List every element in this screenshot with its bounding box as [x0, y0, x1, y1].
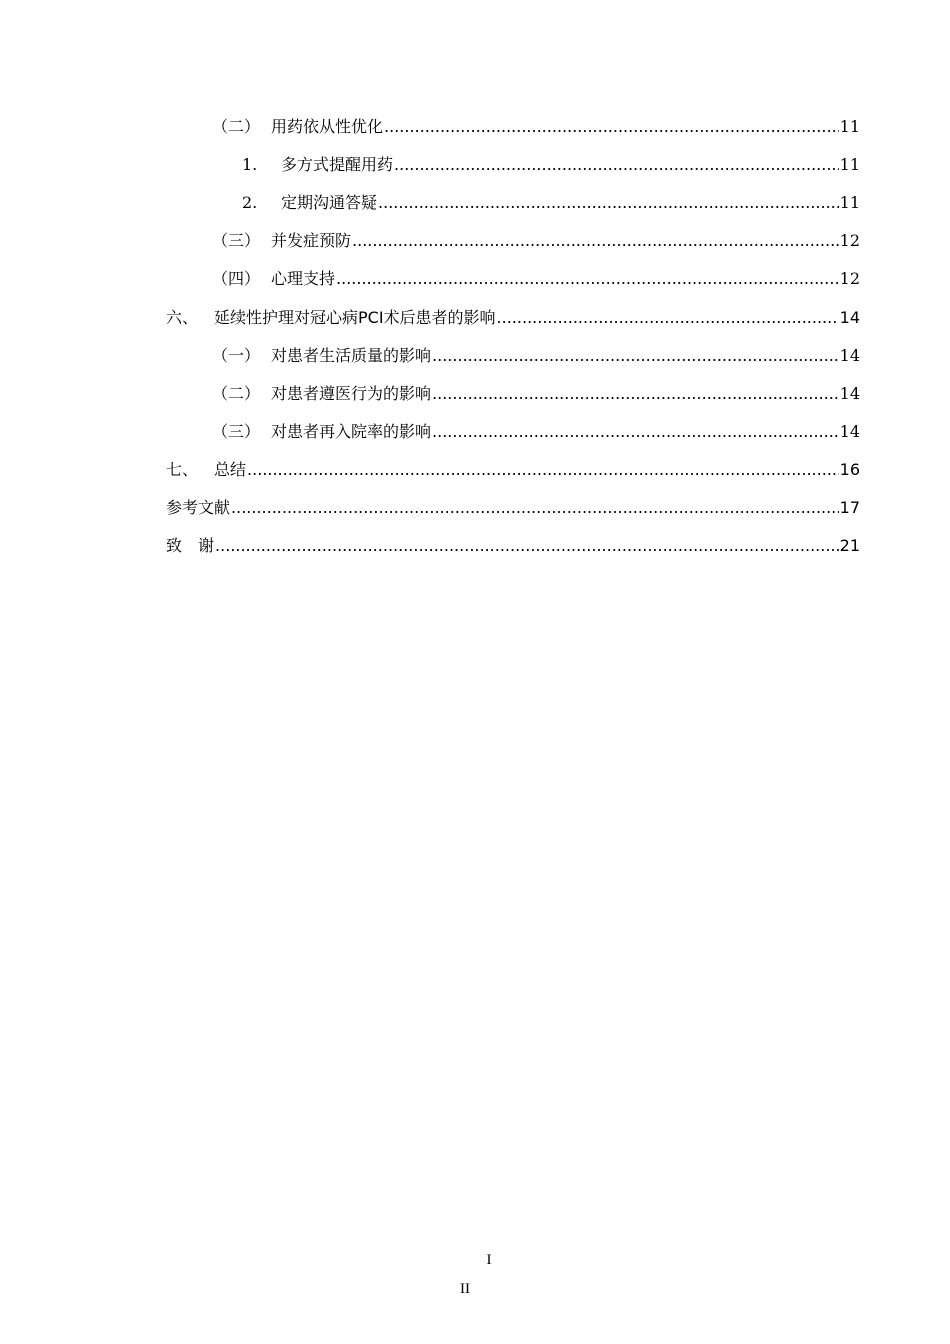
- page-number-footer-secondary: II: [460, 1281, 470, 1297]
- toc-entry-title: 对患者遵医行为的影响: [271, 384, 432, 403]
- toc-entry-title: 对患者生活质量的影响: [271, 346, 432, 365]
- toc-entry[interactable]: [212, 115, 860, 139]
- toc-entry-number: （一）: [212, 346, 261, 365]
- toc-leader-dots: [432, 382, 839, 406]
- toc-entry-title: 用药依从性优化: [271, 117, 384, 136]
- toc-leader-dots: [336, 267, 839, 291]
- toc-entry-chapter[interactable]: [166, 458, 860, 482]
- toc-entry-number: 六、: [166, 308, 199, 327]
- toc-entry-page: 11: [839, 155, 860, 174]
- toc-leader-dots: [394, 153, 839, 177]
- toc-entry[interactable]: [212, 420, 860, 444]
- toc-entry-title: 致 谢: [166, 536, 215, 555]
- toc-entry[interactable]: [242, 191, 860, 215]
- toc-entry-page: 14: [839, 422, 860, 441]
- page-number-footer: I: [486, 1252, 492, 1268]
- toc-leader-dots: [215, 534, 839, 558]
- toc-entry-title: 定期沟通答疑: [281, 193, 378, 212]
- toc-entry-title: 对患者再入院率的影响: [271, 422, 432, 441]
- toc-entry-page: 14: [839, 346, 860, 365]
- toc-leader-dots: [352, 229, 839, 253]
- toc-entry-number: 七、: [166, 460, 199, 479]
- toc-entry-title: 总结: [214, 460, 247, 479]
- toc-entry-title: 并发症预防: [271, 231, 352, 250]
- toc-entry-page: 11: [839, 193, 860, 212]
- toc-entry-number: （二）: [212, 384, 261, 403]
- toc-entry-page: 12: [839, 269, 860, 288]
- toc-entry-number: （二）: [212, 117, 261, 136]
- toc-leader-dots: [247, 458, 839, 482]
- toc-entry-page: 21: [839, 536, 860, 555]
- toc-entry-number: （四）: [212, 269, 261, 288]
- toc-entry[interactable]: [212, 344, 860, 368]
- toc-entry[interactable]: [242, 153, 860, 177]
- toc-leader-dots: [432, 420, 839, 444]
- toc-leader-dots: [231, 496, 839, 520]
- toc-entry-title: 多方式提醒用药: [281, 155, 394, 174]
- toc-entry[interactable]: [212, 382, 860, 406]
- toc-entry-page: 11: [839, 117, 860, 136]
- toc-entry-title: 参考文献: [166, 498, 231, 517]
- toc-entry-number: （三）: [212, 422, 261, 441]
- toc-leader-dots: [432, 344, 839, 368]
- toc-entry-number: （三）: [212, 231, 261, 250]
- toc-leader-dots: [378, 191, 839, 215]
- toc-entry-page: 14: [839, 308, 860, 327]
- toc-entry-number: 2.: [242, 193, 258, 212]
- toc-entry-chapter[interactable]: [166, 496, 860, 520]
- toc-entry[interactable]: [212, 267, 860, 291]
- toc-entry-page: 12: [839, 231, 860, 250]
- toc-entry-chapter[interactable]: [166, 534, 860, 558]
- toc-entry-title: 心理支持: [271, 269, 336, 288]
- toc-leader-dots: [384, 115, 839, 139]
- toc-leader-dots: [497, 306, 839, 330]
- toc-entry-number: 1.: [242, 155, 258, 174]
- toc-entry-title: 延续性护理对冠心病PCI术后患者的影响: [214, 308, 496, 327]
- toc-entry-page: 17: [839, 498, 860, 517]
- toc-entry-page: 16: [839, 460, 860, 479]
- toc-entry[interactable]: [212, 229, 860, 253]
- toc-entry-page: 14: [839, 384, 860, 403]
- toc-entry-chapter[interactable]: [166, 306, 860, 330]
